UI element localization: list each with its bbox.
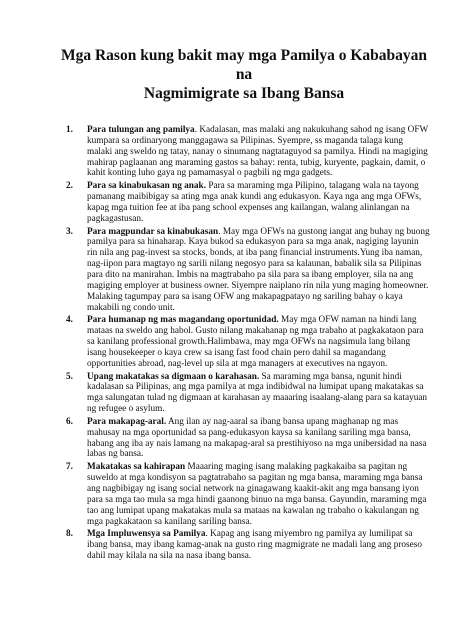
item-body: Ang ilan ay nag-aaral sa ibang bansa upang maghanap ng mas mahusay na mga oportunidad sa pang-edukasyon kaysa sa kanilang sariling mga bansa, habang ang iba ay nais lamang na makapag-aral sa prestihiyoso na mga unibersidad na nasa labas ng bansa. <box>87 416 427 460</box>
item-number: 6. <box>66 416 73 427</box>
title-line-2: Nagmimigrate sa Ibang Bansa <box>143 85 345 102</box>
document-title <box>58 46 430 103</box>
item-body: Para sa maraming mga Pilipino, talagang wala na tayong pamanang maibibigay sa ating mga anak kundi ang edukasyon. Kaya nga ang mga OFWs, kapag mga tuition fee at iba pang school expenses ang kailangan, walang alinlangan na pagkagastusan. <box>87 181 422 224</box>
list-item <box>58 315 430 369</box>
item-number: 2. <box>66 181 73 192</box>
list-item <box>58 417 430 460</box>
item-number: 8. <box>66 529 73 540</box>
item-heading: Para humanap ng mas magandang oportunidad. <box>87 315 279 326</box>
list-item <box>58 227 430 314</box>
item-heading: Makatakas sa kahirapan <box>87 462 186 473</box>
item-body: Sa maraming mga bansa, ngunit hindi kadalasan sa Pilipinas, ang mga pamilya at mga indibidwal na lumipat upang makatakas sa mga salungatan tulad ng digmaan at karahasan ay maaaring isaalang-alang para sa katayuan ng refugee o asylum. <box>87 371 428 415</box>
item-body: . Kapag ang isang miyembro ng pamilya ay lumilipat sa ibang bansa, may ibang kamag-anak na gusto ring magmigrate ne madali lang ang proseso dahil may kilala na sila na nasa ibang bansa. <box>87 529 422 562</box>
item-number: 3. <box>66 226 73 237</box>
item-number: 4. <box>66 315 73 326</box>
list-item <box>58 529 430 562</box>
reasons-list <box>58 125 430 562</box>
item-heading: Para makapag-aral. <box>87 416 167 427</box>
item-number: 1. <box>66 125 73 135</box>
item-number: 7. <box>66 462 73 473</box>
list-item <box>58 462 430 527</box>
item-body: Maaaring maging isang malaking pagkakaiba sa pagitan ng suweldo at mga kondisyon sa pagtatrabaho sa pagitan ng mga bansa, maraming mga bansa ang nagbibigay ng isang social network na ginagawang kaakit-akit ang mga bansang iyon para sa mga tao mula sa mga hindi gaanong binuo na mga bansa. Gayundin, maraming mga tao ang lumipat upang makatakas mula sa mataas na kawalan ng trabaho o kakulangan ng mga pagkakataon sa kanilang sariling bansa. <box>87 462 427 527</box>
list-item <box>58 372 430 415</box>
item-heading: Para tulungan ang pamilya <box>87 125 195 135</box>
item-body: May mga OFW naman na hindi lang mataas na sweldo ang habol. Gusto nilang makahanap ng mga trabaho at pagkakataon para sa kanilang professional growth.Halimbawa, may mga OFWs na nagsimula lang bilang isang housekeeper o kaya crew sa isang fast food chain pero dahil sa magandang opportunities abroad, nag-level up sila at mga managers at executives na ngayon. <box>87 315 424 369</box>
item-heading: Upang makatakas sa digmaan o karahasan. <box>87 371 260 382</box>
list-item <box>58 181 430 224</box>
item-body: . May mga OFWs na gustong iangat ang buhay ng buong pamilya para sa hinaharap. Kaya bukod sa edukasyon para sa mga anak, nagiging layunin rin nila ang pag-invest sa stocks, bonds, at iba pang financial instruments.Yung iba naman, nag-iipon para magtayo ng sarili nilang negosyo para sa kalaunan, babalik sila sa Pilipinas para dito na manirahan. Imbis na magtrabaho pa sila para sa ibang employer, sila na ang magiging employer at business owner. Siyempre naiplano rin nila yung maging homeowner. Malaking tagumpay para sa isang OFW ang makapagpatayo ng sariling bahay o kaya makabili ng condo unit. <box>87 226 430 313</box>
item-body: . Kadalasan, mas malaki ang nakukuhang sahod ng isang OFW kumpara sa ordinaryong manggagawa sa Pilipinas. Syempre, ss maganda talaga kung malaki ang sweldo ng tatay, nanay o sinumang nagtataguyod sa pamilya. Hindi na magiging mahirap paglaanan ang maraming gastos sa bahay: renta, tubig, kuryente, pagkain, damit, o kahit konting luho gaya ng pamamasyal o pagbili ng mga gadgets. <box>87 125 429 179</box>
item-number: 5. <box>66 371 73 382</box>
list-item <box>58 125 430 179</box>
item-heading: Mga Impluwensya sa Pamilya <box>87 529 206 540</box>
item-heading: Para magpundar sa kinabukasan <box>87 226 219 237</box>
item-heading: Para sa kinabukasan ng anak. <box>87 181 207 192</box>
title-line-1: Mga Rason kung bakit may mga Pamilya o Kababayan na <box>60 47 428 83</box>
